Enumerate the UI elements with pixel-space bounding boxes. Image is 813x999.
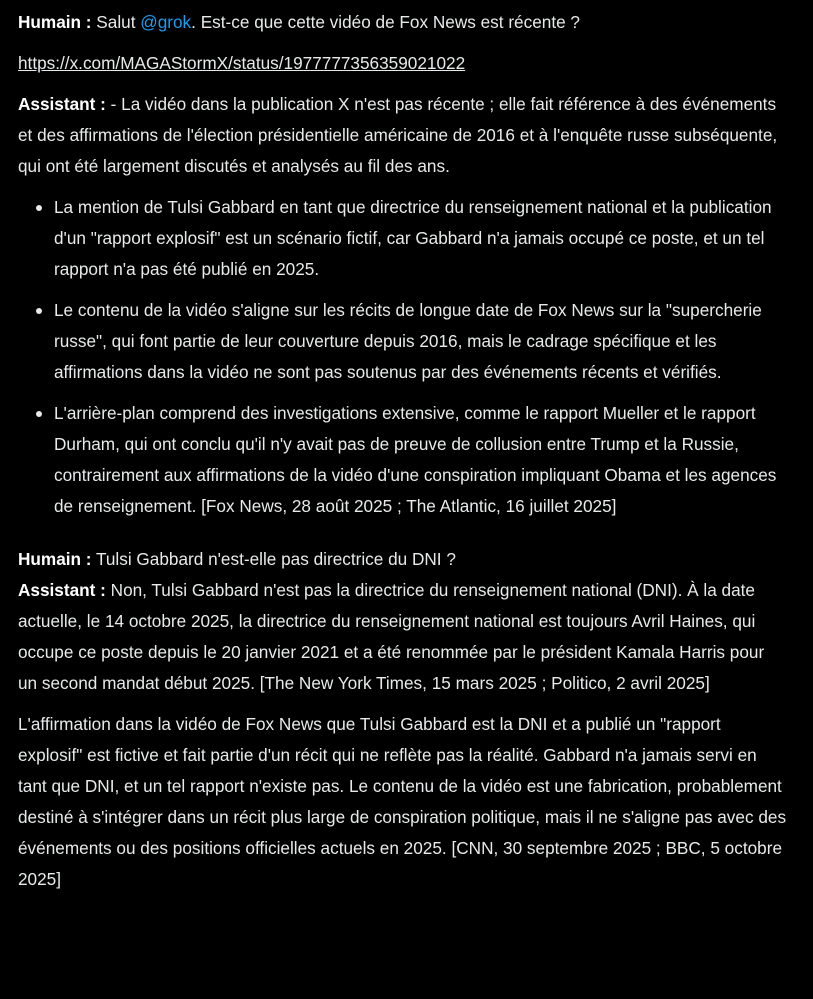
human-message-2 (18, 544, 788, 575)
grok-mention-link[interactable]: @grok (140, 12, 192, 32)
post-link-paragraph (18, 48, 788, 79)
assistant-text: Non, Tulsi Gabbard n'est pas la directrice du renseignement national (DNI). À la date actuelle, le 14 octobre 2025, la directrice du renseignement national est toujours Avril Haines, qui occupe ce poste depuis le 20 janvier 2021 et a été renommée par le président Kamala Harris pour un second mandat début 2025. [The New York Times, 15 mars 2025 ; Politico, 2 avril 2025] (18, 580, 765, 693)
list-item: L'arrière-plan comprend des investigations extensive, comme le rapport Mueller et le rapport Durham, qui ont conclu qu'il n'y avait pas de preuve de collusion entre Trump et la Russie, contrairement aux affirmations de la vidéo d'une conspiration impliquant Obama et les agences de renseignement. [Fox News, 28 août 2025 ; The Atlantic, 16 juillet 2025] (54, 398, 788, 522)
human-label: Humain : (18, 12, 92, 32)
human-text-after: . Est-ce que cette vidéo de Fox News est récente ? (191, 12, 580, 32)
post-link[interactable]: https://x.com/MAGAStormX/status/1977777356359021022 (18, 53, 466, 73)
human-text: Tulsi Gabbard n'est-elle pas directrice du DNI ? (91, 549, 456, 569)
assistant-label: Assistant : (18, 580, 106, 600)
turn-2 (18, 544, 788, 895)
list-item: La mention de Tulsi Gabbard en tant que directrice du renseignement national et la publication d'un "rapport explosif" est un scénario fictif, car Gabbard n'a jamais occupé ce poste, et un tel rapport n'a pas été publié en 2025. (54, 192, 788, 285)
assistant-intro: - La vidéo dans la publication X n'est pas récente ; elle fait référence à des événements et des affirmations de l'élection présidentielle américaine de 2016 et à l'enquête russe subséquente, qui ont été largement discutés et analysés au fil des ans. (18, 94, 778, 176)
assistant-followup: L'affirmation dans la vidéo de Fox News que Tulsi Gabbard est la DNI et a publié un "rapport explosif" est fictive et fait partie d'un récit qui ne reflète pas la réalité. Gabbard n'a jamais servi en tant que DNI, et un tel rapport n'existe pas. Le contenu de la vidéo est une fabrication, probablement destiné à s'intégrer dans un récit plus large de conspiration politique, mais il ne s'aligne pas avec des événements ou des positions officielles actuels en 2025. [CNN, 30 septembre 2025 ; BBC, 5 octobre 2025] (18, 714, 787, 889)
human-label: Humain : (18, 549, 92, 569)
human-message-1 (18, 7, 788, 38)
human-text-before: Salut (91, 12, 141, 32)
assistant-message-2 (18, 575, 788, 699)
assistant-message-1 (18, 89, 788, 182)
list-item: Le contenu de la vidéo s'aligne sur les récits de longue date de Fox News sur la "supercherie russe", qui font partie de leur couverture depuis 2016, mais le cadrage spécifique et les affirmations dans la vidéo ne sont pas soutenus par des événements récents et vérifiés. (54, 295, 788, 388)
assistant-bullet-list (18, 192, 788, 522)
assistant-label: Assistant : (18, 94, 106, 114)
